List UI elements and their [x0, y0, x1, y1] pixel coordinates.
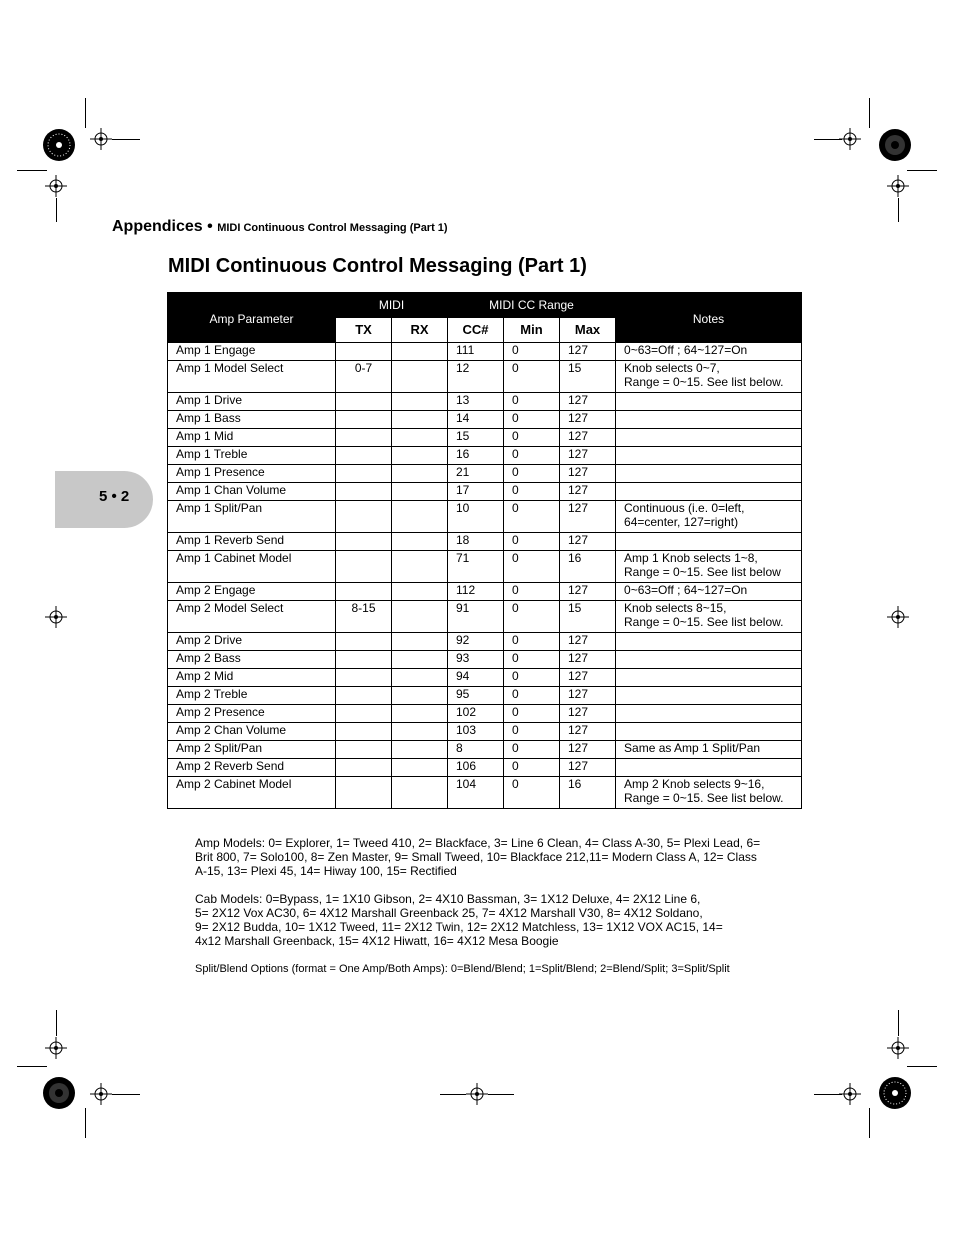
- cell-notes: [616, 361, 802, 393]
- cell-notes: [616, 393, 802, 411]
- cell-tx: [336, 343, 392, 361]
- cell-tx: [336, 551, 392, 583]
- cell-param: Amp 1 Model Select: [168, 361, 336, 393]
- crosshair-icon: [887, 175, 909, 197]
- page-number: 5 • 2: [99, 488, 130, 505]
- cc-table-body: [168, 343, 802, 809]
- note-line: Cab Models: 0=Bypass, 1= 1X10 Gibson, 2= 4X10 Bassman, 3= 1X12 Deluxe, 4= 2X12 Line 6,: [195, 892, 701, 906]
- table-row: [168, 705, 802, 723]
- cell-param: Amp 2 Engage: [168, 583, 336, 601]
- cell-notes: [616, 583, 802, 601]
- table-row: [168, 741, 802, 759]
- crosshair-icon: [887, 606, 909, 628]
- cell-tx: [336, 533, 392, 551]
- cell-min: 0: [504, 651, 560, 669]
- cell-min: 0: [504, 501, 560, 533]
- cell-min: 0: [504, 533, 560, 551]
- notes-line: Knob selects 0~7,: [624, 361, 720, 375]
- cell-tx: [336, 447, 392, 465]
- crosshair-icon: [887, 1037, 909, 1059]
- crosshair-icon: [45, 606, 67, 628]
- cell-min: 0: [504, 723, 560, 741]
- cell-param: Amp 2 Drive: [168, 633, 336, 651]
- cell-tx: [336, 429, 392, 447]
- cell-rx: [392, 551, 448, 583]
- cell-rx: [392, 465, 448, 483]
- cell-min: 0: [504, 429, 560, 447]
- cell-param: Amp 1 Split/Pan: [168, 501, 336, 533]
- amp-models-note: [195, 836, 800, 878]
- crosshair-icon: [45, 1037, 67, 1059]
- cell-notes: [616, 343, 802, 361]
- cell-tx: [336, 465, 392, 483]
- cell-cc: 111: [448, 343, 504, 361]
- header-min: Min: [504, 318, 560, 343]
- notes-line: Knob selects 8~15,: [624, 601, 727, 615]
- cell-notes: [616, 705, 802, 723]
- cell-max: 127: [560, 447, 616, 465]
- header-cc-range: MIDI CC Range: [448, 293, 616, 318]
- header-max: Max: [560, 318, 616, 343]
- cell-rx: [392, 687, 448, 705]
- note-line: Brit 800, 7= Solo100, 8= Zen Master, 9= Small Tweed, 10= Blackface 212,11= Modern Class A, 12= Class: [195, 850, 757, 864]
- cell-notes: [616, 759, 802, 777]
- cell-notes: [616, 651, 802, 669]
- cell-notes: [616, 777, 802, 809]
- note-line: Amp Models: 0= Explorer, 1= Tweed 410, 2= Blackface, 3= Line 6 Clean, 4= Class A-30, 5= Plexi Lead, 6=: [195, 836, 761, 850]
- cell-tx: [336, 705, 392, 723]
- cell-rx: [392, 361, 448, 393]
- cell-tx: [336, 777, 392, 809]
- table-row: [168, 501, 802, 533]
- cell-max: 15: [560, 601, 616, 633]
- cell-cc: 94: [448, 669, 504, 687]
- cell-notes: [616, 465, 802, 483]
- notes-line: 0~63=Off ; 64~127=On: [624, 583, 748, 597]
- cell-max: 127: [560, 723, 616, 741]
- running-head-bullet: •: [207, 218, 213, 235]
- cell-max: 127: [560, 633, 616, 651]
- cell-max: 127: [560, 669, 616, 687]
- cell-min: 0: [504, 669, 560, 687]
- cell-cc: 21: [448, 465, 504, 483]
- cell-max: 127: [560, 343, 616, 361]
- cell-notes: [616, 551, 802, 583]
- table-row: [168, 601, 802, 633]
- cell-param: Amp 2 Treble: [168, 687, 336, 705]
- cell-rx: [392, 447, 448, 465]
- cell-max: 127: [560, 705, 616, 723]
- cell-min: 0: [504, 687, 560, 705]
- cell-notes: [616, 669, 802, 687]
- cell-max: 127: [560, 501, 616, 533]
- notes-line: Range = 0~15. See list below: [624, 565, 781, 579]
- cell-tx: [336, 741, 392, 759]
- registration-target-icon: [877, 1075, 913, 1111]
- cell-tx: [336, 687, 392, 705]
- cab-models-note: [195, 892, 800, 948]
- cell-min: 0: [504, 777, 560, 809]
- table-row: [168, 669, 802, 687]
- cell-rx: [392, 705, 448, 723]
- cell-param: Amp 1 Cabinet Model: [168, 551, 336, 583]
- cell-max: 127: [560, 393, 616, 411]
- cell-min: 0: [504, 447, 560, 465]
- notes-line: Range = 0~15. See list below.: [624, 375, 784, 389]
- table-row: [168, 633, 802, 651]
- table-row: [168, 687, 802, 705]
- notes-line: Same as Amp 1 Split/Pan: [624, 741, 761, 755]
- cell-min: 0: [504, 705, 560, 723]
- table-row: [168, 447, 802, 465]
- cell-notes: [616, 411, 802, 429]
- cell-rx: [392, 651, 448, 669]
- cell-cc: 10: [448, 501, 504, 533]
- cell-cc: 71: [448, 551, 504, 583]
- cell-notes: [616, 687, 802, 705]
- cell-max: 127: [560, 465, 616, 483]
- cell-param: Amp 1 Presence: [168, 465, 336, 483]
- notes-line: Continuous (i.e. 0=left,: [624, 501, 745, 515]
- cell-param: Amp 1 Treble: [168, 447, 336, 465]
- cell-cc: 17: [448, 483, 504, 501]
- note-line: A-15, 13= Plexi 45, 14= Hiway 100, 15= Rectified: [195, 864, 457, 878]
- notes-line: 64=center, 127=right): [624, 515, 739, 529]
- table-row: [168, 483, 802, 501]
- cell-tx: [336, 669, 392, 687]
- registration-target-icon: [41, 1075, 77, 1111]
- cell-max: 15: [560, 361, 616, 393]
- table-row: [168, 551, 802, 583]
- cell-param: Amp 2 Bass: [168, 651, 336, 669]
- crosshair-icon: [90, 128, 112, 150]
- notes-line: 0~63=Off ; 64~127=On: [624, 343, 748, 357]
- cell-cc: 102: [448, 705, 504, 723]
- cell-rx: [392, 669, 448, 687]
- cell-rx: [392, 601, 448, 633]
- cell-max: 127: [560, 651, 616, 669]
- cell-min: 0: [504, 583, 560, 601]
- table-row: [168, 393, 802, 411]
- cell-param: Amp 2 Split/Pan: [168, 741, 336, 759]
- cell-notes: [616, 483, 802, 501]
- note-line: 9= 2X12 Budda, 10= 1X12 Tweed, 11= 2X12 Twin, 12= 2X12 Matchless, 13= 1X12 VOX AC15, 14=: [195, 920, 723, 934]
- cell-min: 0: [504, 343, 560, 361]
- cell-max: 127: [560, 759, 616, 777]
- running-head-section: Appendices: [112, 218, 203, 235]
- cell-tx: [336, 583, 392, 601]
- table-row: [168, 361, 802, 393]
- cell-max: 127: [560, 429, 616, 447]
- cell-max: 127: [560, 687, 616, 705]
- cell-param: Amp 1 Drive: [168, 393, 336, 411]
- cell-min: 0: [504, 601, 560, 633]
- table-row: [168, 583, 802, 601]
- cell-min: 0: [504, 361, 560, 393]
- cell-max: 127: [560, 483, 616, 501]
- cell-tx: [336, 501, 392, 533]
- cell-min: 0: [504, 483, 560, 501]
- cell-param: Amp 1 Bass: [168, 411, 336, 429]
- cell-rx: [392, 343, 448, 361]
- cell-cc: 8: [448, 741, 504, 759]
- header-rx: RX: [392, 318, 448, 343]
- cell-param: Amp 2 Chan Volume: [168, 723, 336, 741]
- cell-rx: [392, 533, 448, 551]
- cell-min: 0: [504, 741, 560, 759]
- cell-notes: [616, 601, 802, 633]
- cell-cc: 13: [448, 393, 504, 411]
- cell-max: 16: [560, 777, 616, 809]
- crosshair-icon: [839, 1083, 861, 1105]
- header-notes: Notes: [616, 293, 802, 343]
- note-line: Split/Blend Options (format = One Amp/Both Amps): 0=Blend/Blend; 1=Split/Blend; 2=Blend/Split; 3=Split/Split: [195, 963, 730, 975]
- cell-cc: 103: [448, 723, 504, 741]
- cell-notes: [616, 723, 802, 741]
- header-tx: TX: [336, 318, 392, 343]
- cc-table: [167, 292, 802, 809]
- crosshair-icon: [90, 1083, 112, 1105]
- cell-param: Amp 2 Model Select: [168, 601, 336, 633]
- cell-min: 0: [504, 411, 560, 429]
- cell-max: 127: [560, 533, 616, 551]
- cell-cc: 12: [448, 361, 504, 393]
- cell-cc: 15: [448, 429, 504, 447]
- cell-cc: 92: [448, 633, 504, 651]
- table-row: [168, 759, 802, 777]
- split-blend-note: [195, 962, 800, 976]
- cell-param: Amp 2 Reverb Send: [168, 759, 336, 777]
- note-line: 5= 2X12 Vox AC30, 6= 4X12 Marshall Greenback 25, 7= 4X12 Marshall V30, 8= 4X12 Soldano,: [195, 906, 703, 920]
- cell-tx: [336, 411, 392, 429]
- cell-param: Amp 2 Cabinet Model: [168, 777, 336, 809]
- cell-tx: 8-15: [336, 601, 392, 633]
- cell-cc: 18: [448, 533, 504, 551]
- page-number-tab: [55, 471, 153, 528]
- cell-max: 16: [560, 551, 616, 583]
- cell-rx: [392, 723, 448, 741]
- cell-notes: [616, 633, 802, 651]
- cell-rx: [392, 633, 448, 651]
- header-midi: MIDI: [336, 293, 448, 318]
- header-amp-parameter: Amp Parameter: [168, 293, 336, 343]
- cell-cc: 106: [448, 759, 504, 777]
- table-row: [168, 343, 802, 361]
- note-line: 4x12 Marshall Greenback, 15= 4X12 Hiwatt, 16= 4X12 Mesa Boogie: [195, 934, 559, 948]
- cell-min: 0: [504, 551, 560, 583]
- cell-rx: [392, 501, 448, 533]
- cell-cc: 104: [448, 777, 504, 809]
- cell-tx: [336, 393, 392, 411]
- cell-param: Amp 1 Engage: [168, 343, 336, 361]
- cell-rx: [392, 483, 448, 501]
- cell-rx: [392, 777, 448, 809]
- header-cc: CC#: [448, 318, 504, 343]
- cell-cc: 112: [448, 583, 504, 601]
- cell-rx: [392, 429, 448, 447]
- table-row: [168, 723, 802, 741]
- cell-notes: [616, 741, 802, 759]
- crosshair-icon: [45, 175, 67, 197]
- cell-max: 127: [560, 411, 616, 429]
- registration-target-icon: [877, 127, 913, 163]
- cell-tx: [336, 759, 392, 777]
- crosshair-icon: [839, 128, 861, 150]
- cell-param: Amp 1 Reverb Send: [168, 533, 336, 551]
- crosshair-icon: [466, 1083, 488, 1105]
- table-row: [168, 777, 802, 809]
- notes-line: Amp 1 Knob selects 1~8,: [624, 551, 758, 565]
- cell-tx: [336, 633, 392, 651]
- cell-rx: [392, 759, 448, 777]
- registration-target-icon: [41, 127, 77, 163]
- cell-tx: [336, 483, 392, 501]
- cell-min: 0: [504, 465, 560, 483]
- cell-notes: [616, 429, 802, 447]
- cell-cc: 91: [448, 601, 504, 633]
- cell-min: 0: [504, 393, 560, 411]
- cell-rx: [392, 411, 448, 429]
- running-head: [112, 218, 448, 236]
- cell-notes: [616, 533, 802, 551]
- cell-cc: 95: [448, 687, 504, 705]
- cell-min: 0: [504, 633, 560, 651]
- cell-rx: [392, 393, 448, 411]
- cell-rx: [392, 583, 448, 601]
- cell-cc: 16: [448, 447, 504, 465]
- cell-notes: [616, 447, 802, 465]
- page-title: MIDI Continuous Control Messaging (Part 1): [168, 255, 587, 277]
- cell-max: 127: [560, 583, 616, 601]
- cell-tx: [336, 723, 392, 741]
- cell-cc: 93: [448, 651, 504, 669]
- table-row: [168, 533, 802, 551]
- cell-param: Amp 2 Presence: [168, 705, 336, 723]
- table-row: [168, 411, 802, 429]
- cell-rx: [392, 741, 448, 759]
- notes-line: Amp 2 Knob selects 9~16,: [624, 777, 765, 791]
- notes-line: Range = 0~15. See list below.: [624, 615, 784, 629]
- running-head-title: MIDI Continuous Control Messaging (Part 1): [217, 222, 448, 234]
- cell-tx: [336, 651, 392, 669]
- cell-tx: 0-7: [336, 361, 392, 393]
- cell-max: 127: [560, 741, 616, 759]
- cell-param: Amp 1 Chan Volume: [168, 483, 336, 501]
- cell-cc: 14: [448, 411, 504, 429]
- cell-param: Amp 2 Mid: [168, 669, 336, 687]
- cell-min: 0: [504, 759, 560, 777]
- cell-notes: [616, 501, 802, 533]
- table-row: [168, 465, 802, 483]
- table-row: [168, 429, 802, 447]
- cell-param: Amp 1 Mid: [168, 429, 336, 447]
- table-row: [168, 651, 802, 669]
- notes-line: Range = 0~15. See list below.: [624, 791, 784, 805]
